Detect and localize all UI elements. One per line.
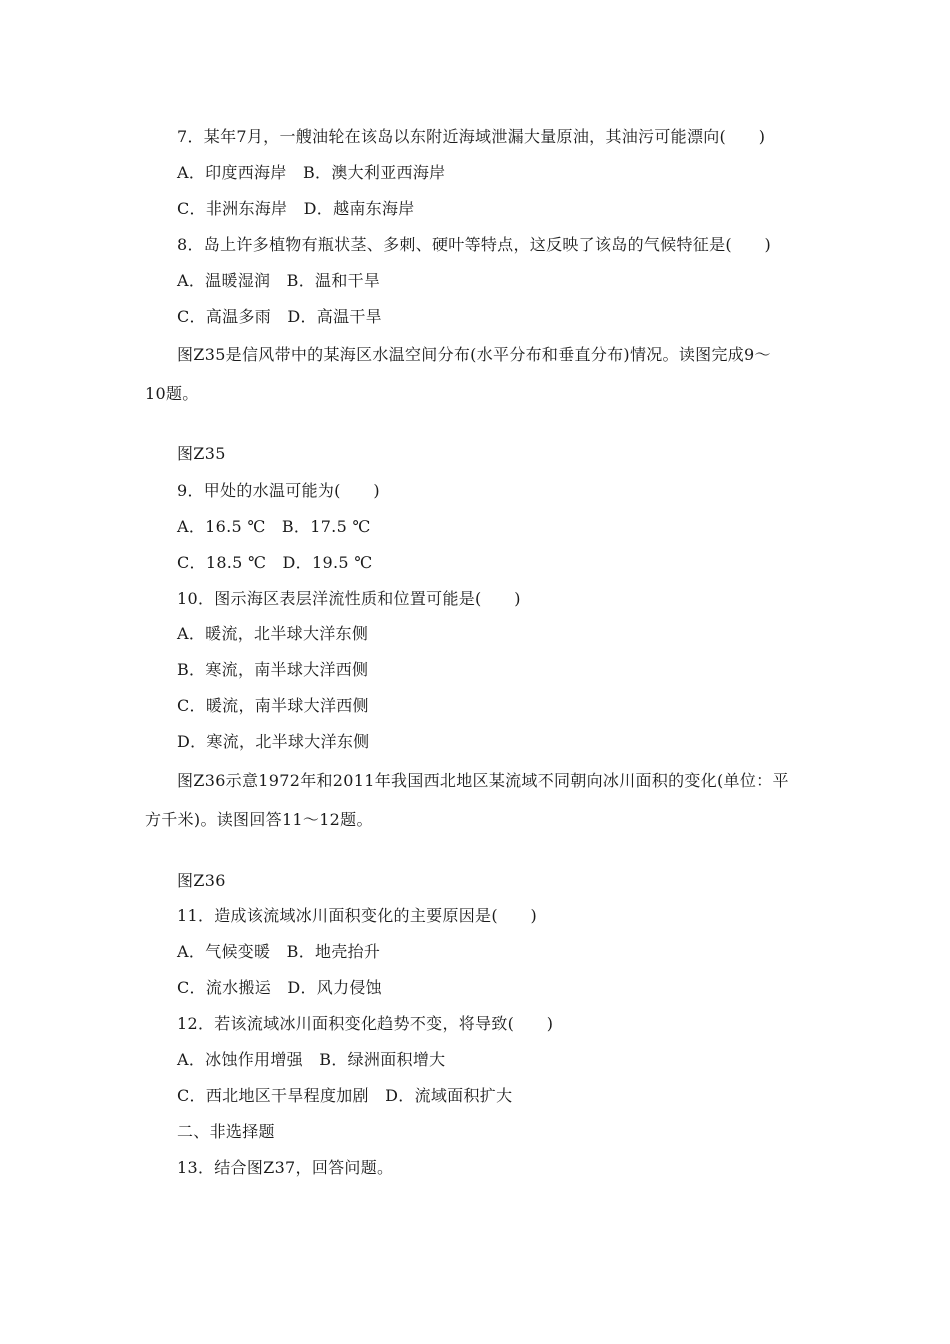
figure-z35-intro-cont: 10题。 bbox=[145, 384, 199, 403]
question-11-stem: 11．造成该流域冰川面积变化的主要原因是( ) bbox=[177, 906, 538, 925]
question-10-option-c: C．暖流，南半球大洋西侧 bbox=[177, 696, 369, 715]
figure-z36-intro-cont: 方千米)。读图回答11～12题。 bbox=[145, 810, 373, 829]
question-10-option-d: D．寒流，北半球大洋东侧 bbox=[177, 732, 370, 751]
question-9-options-cd: C．18.5 ℃ D．19.5 ℃ bbox=[177, 553, 373, 572]
figure-z35-intro: 图Z35是信风带中的某海区水温空间分布(水平分布和垂直分布)情况。读图完成9～ bbox=[177, 345, 771, 364]
question-9-stem: 9．甲处的水温可能为( ) bbox=[177, 481, 380, 500]
question-10-stem: 10．图示海区表层洋流性质和位置可能是( ) bbox=[177, 589, 521, 608]
figure-z36-caption: 图Z36 bbox=[177, 871, 226, 890]
figure-z36-intro: 图Z36示意1972年和2011年我国西北地区某流域不同朝向冰川面积的变化(单位：平 bbox=[177, 771, 789, 790]
question-7-options-cd: C．非洲东海岸 D．越南东海岸 bbox=[177, 199, 415, 218]
question-10-option-a: A．暖流，北半球大洋东侧 bbox=[177, 624, 369, 643]
question-13-stem: 13．结合图Z37，回答问题。 bbox=[177, 1158, 394, 1177]
section-heading-non-choice: 二、非选择题 bbox=[177, 1122, 275, 1141]
question-12-stem: 12．若该流域冰川面积变化趋势不变，将导致( ) bbox=[177, 1014, 554, 1033]
question-12-options-cd: C．西北地区干旱程度加剧 D．流域面积扩大 bbox=[177, 1086, 513, 1105]
question-10-option-b: B．寒流，南半球大洋西侧 bbox=[177, 660, 369, 679]
question-9-options-ab: A．16.5 ℃ B．17.5 ℃ bbox=[177, 517, 371, 536]
question-7-options-ab: A．印度西海岸 B．澳大利亚西海岸 bbox=[177, 163, 446, 182]
question-8-options-ab: A．温暖湿润 B．温和干旱 bbox=[177, 271, 381, 290]
question-11-options-cd: C．流水搬运 D．风力侵蚀 bbox=[177, 978, 382, 997]
question-8-stem: 8．岛上许多植物有瓶状茎、多刺、硬叶等特点，这反映了该岛的气候特征是( ) bbox=[177, 235, 772, 254]
question-11-options-ab: A．气候变暖 B．地壳抬升 bbox=[177, 942, 381, 961]
question-12-options-ab: A．冰蚀作用增强 B．绿洲面积增大 bbox=[177, 1050, 446, 1069]
question-8-options-cd: C．高温多雨 D．高温干旱 bbox=[177, 307, 382, 326]
question-7-stem: 7．某年7月，一艘油轮在该岛以东附近海域泄漏大量原油，其油污可能漂向( ) bbox=[177, 127, 766, 146]
figure-z35-caption: 图Z35 bbox=[177, 444, 226, 463]
